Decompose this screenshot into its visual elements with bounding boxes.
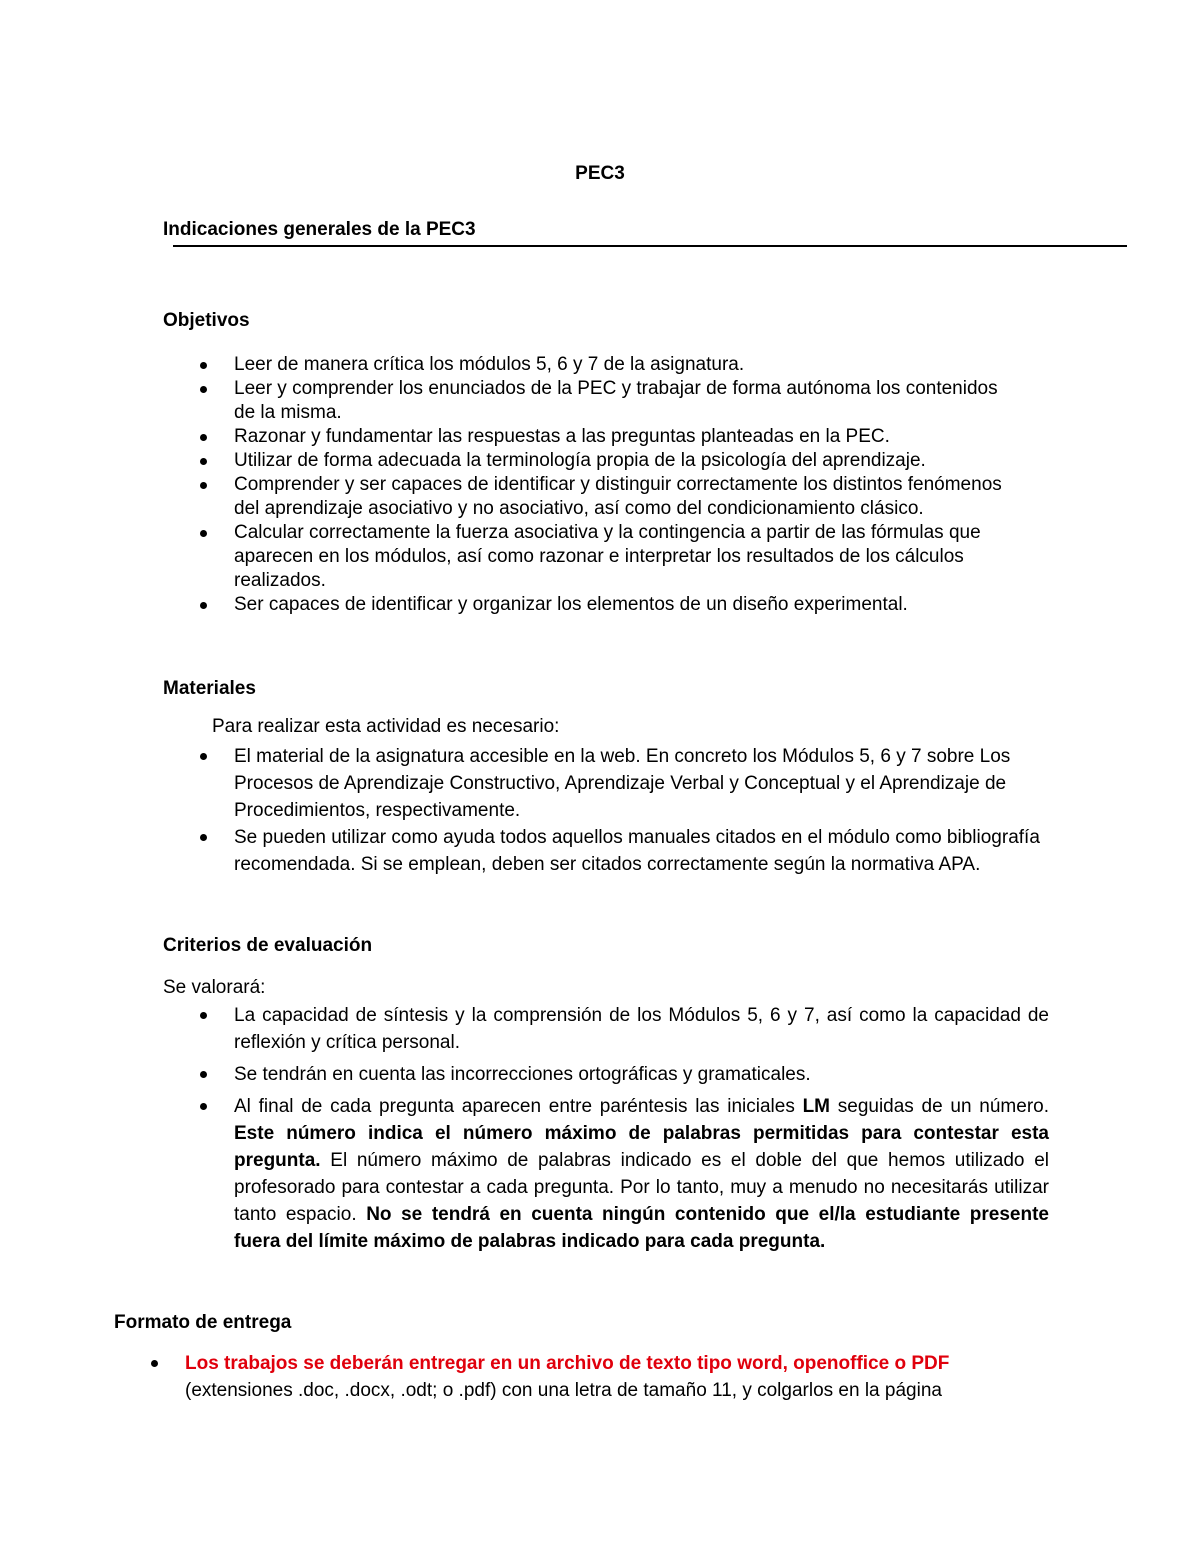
materiales-heading: Materiales — [163, 678, 256, 699]
formato-list — [114, 1350, 1074, 1404]
formato-heading: Formato de entrega — [114, 1312, 292, 1333]
highlight-text: Los trabajos se deberán entregar en un archivo de texto tipo word, openoffice o PDF — [185, 1353, 950, 1374]
list-item: Ser capaces de identificar y organizar los elementos de un diseño experimental. — [163, 593, 1023, 617]
materiales-list — [163, 743, 1043, 878]
list-item: Comprender y ser capaces de identificar y distinguir correctamente los distintos fenómenos del aprendizaje asociativo y no asociativo, así como del condicionamiento clásico. — [163, 473, 1023, 521]
section-subtitle: Indicaciones generales de la PEC3 — [163, 219, 476, 240]
list-item: Se pueden utilizar como ayuda todos aquellos manuales citados en el módulo como bibliografía recomendada. Si se emplean, deben ser citados correctamente según la normativa APA. — [163, 824, 1043, 878]
list-item: La capacidad de síntesis y la comprensión de los Módulos 5, 6 y 7, así como la capacidad de reflexión y crítica personal. — [163, 1002, 1049, 1056]
text-run: seguidas de un número. — [830, 1096, 1050, 1117]
bold-run: LM — [802, 1096, 831, 1117]
list-item: Razonar y fundamentar las respuestas a las preguntas planteadas en la PEC. — [163, 425, 1023, 449]
text-run: (extensiones .doc, .docx, .odt; o .pdf) con una letra de tamaño 11, y colgarlos en la página — [185, 1380, 942, 1401]
criterios-intro: Se valorará: — [163, 977, 266, 998]
list-item: Leer y comprender los enunciados de la PEC y trabajar de forma autónoma los contenidos de la misma. — [163, 377, 1023, 425]
criterios-list — [163, 1002, 1049, 1260]
list-item: Utilizar de forma adecuada la terminología propia de la psicología del aprendizaje. — [163, 449, 1023, 473]
document-title: PEC3 — [575, 163, 625, 184]
list-item: Se tendrán en cuenta las incorrecciones ortográficas y gramaticales. — [163, 1061, 1049, 1088]
bold-run: Este número indica el número máximo de palabras permitidas para contestar esta pregunta. — [234, 1123, 1049, 1171]
materiales-intro: Para realizar esta actividad es necesario: — [212, 716, 560, 737]
list-item: Calcular correctamente la fuerza asociativa y la contingencia a partir de las fórmulas que aparecen en los módulos, así como razonar e interpretar los resultados de los cálculos realizados. — [163, 521, 1023, 593]
list-item-word-limit — [163, 1093, 1049, 1255]
objetivos-list — [163, 353, 1023, 617]
objetivos-heading: Objetivos — [163, 310, 250, 331]
bold-run: No se tendrá en cuenta ningún contenido que el/la estudiante presente fuera del límite máximo de palabras indicado para cada pregunta. — [234, 1204, 1049, 1252]
horizontal-rule — [173, 245, 1127, 247]
criterios-heading: Criterios de evaluación — [163, 935, 373, 956]
list-item — [114, 1350, 1074, 1404]
text-run: Al final de cada pregunta aparecen entre paréntesis las iniciales — [234, 1096, 803, 1117]
list-item: Leer de manera crítica los módulos 5, 6 y 7 de la asignatura. — [163, 353, 1023, 377]
text-run: El número máximo de palabras indicado es el doble del que hemos utilizado el profesorado para contestar a cada pregunta. Por lo tanto, muy a menudo no necesitarás utilizar tanto espacio. — [234, 1150, 1049, 1225]
list-item: El material de la asignatura accesible en la web. En concreto los Módulos 5, 6 y 7 sobre Los Procesos de Aprendizaje Constructivo, Aprendizaje Verbal y Conceptual y el Aprendizaje de Procedimientos, respectivamente. — [163, 743, 1043, 824]
